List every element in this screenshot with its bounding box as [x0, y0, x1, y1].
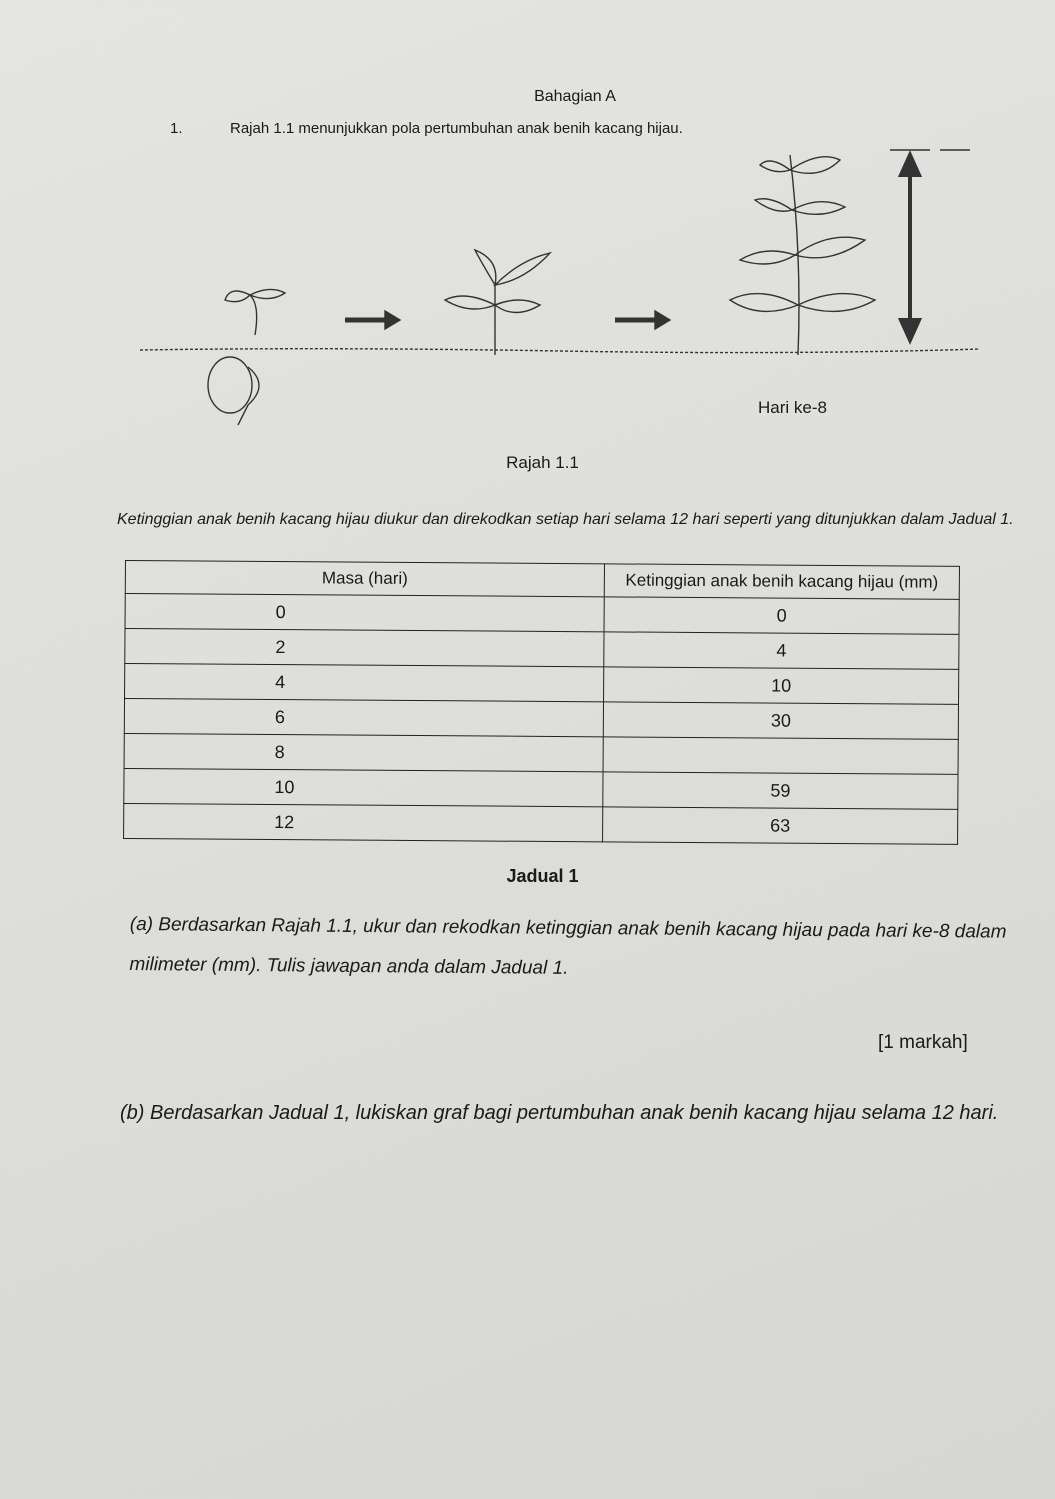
cell-height: 10	[604, 667, 959, 704]
cell-time: 6	[124, 699, 603, 737]
cell-time: 8	[124, 733, 603, 771]
description-text: Ketinggian anak benih kacang hijau diukur dan direkodkan setiap hari selama 12 hari seperti yang ditunjukkan dalam Jadual 1.	[117, 511, 1014, 528]
plant-day-8-illustration	[730, 155, 875, 355]
cell-height: 4	[604, 632, 959, 669]
cell-time: 10	[124, 768, 603, 806]
question-a: (a) Berdasarkan Rajah 1.1, ukur dan rekodkan ketinggian anak benih kacang hijau pada hari ke-8 dalam milimeter (mm). Tulis jawapan anda dalam Jadual 1.	[129, 913, 1007, 979]
day-8-label: Hari ke-8	[758, 398, 827, 417]
plant-growth-figure	[130, 135, 990, 455]
seedling-day-0-illustration	[208, 289, 285, 425]
cell-time: 12	[124, 803, 603, 841]
table-row	[124, 803, 958, 844]
section-title: Bahagian A	[534, 88, 616, 105]
question-intro: Rajah 1.1 menunjukkan pola pertumbuhan anak benih kacang hijau.	[230, 120, 683, 137]
seedling-mid-illustration	[445, 250, 550, 355]
table-row	[125, 594, 959, 635]
cell-time: 2	[125, 629, 604, 667]
cell-height: 63	[603, 807, 958, 844]
table-row	[125, 629, 959, 670]
table-row	[125, 664, 959, 705]
question-a-marks: [1 markah]	[878, 1032, 968, 1053]
table-row	[124, 768, 958, 809]
header-height: Ketinggian anak benih kacang hijau (mm)	[604, 564, 959, 599]
soil-line	[140, 349, 980, 353]
question-number: 1.	[170, 120, 183, 137]
figure-caption: Rajah 1.1	[506, 453, 579, 472]
question-b: (b) Berdasarkan Jadual 1, lukiskan graf bagi pertumbuhan anak benih kacang hijau selama 12 hari.	[120, 1102, 999, 1124]
cell-time: 4	[125, 664, 604, 702]
cell-time: 0	[125, 594, 604, 632]
cell-height: 30	[603, 702, 958, 739]
cell-height: 59	[603, 772, 958, 809]
cell-height: 0	[604, 597, 959, 634]
table-row	[124, 699, 958, 740]
table-row	[124, 733, 958, 774]
data-table	[123, 560, 960, 845]
height-measure-arrow	[890, 150, 970, 340]
table-caption: Jadual 1	[506, 866, 579, 886]
answer-cell-day-8[interactable]	[603, 737, 958, 774]
header-time: Masa (hari)	[125, 561, 604, 597]
